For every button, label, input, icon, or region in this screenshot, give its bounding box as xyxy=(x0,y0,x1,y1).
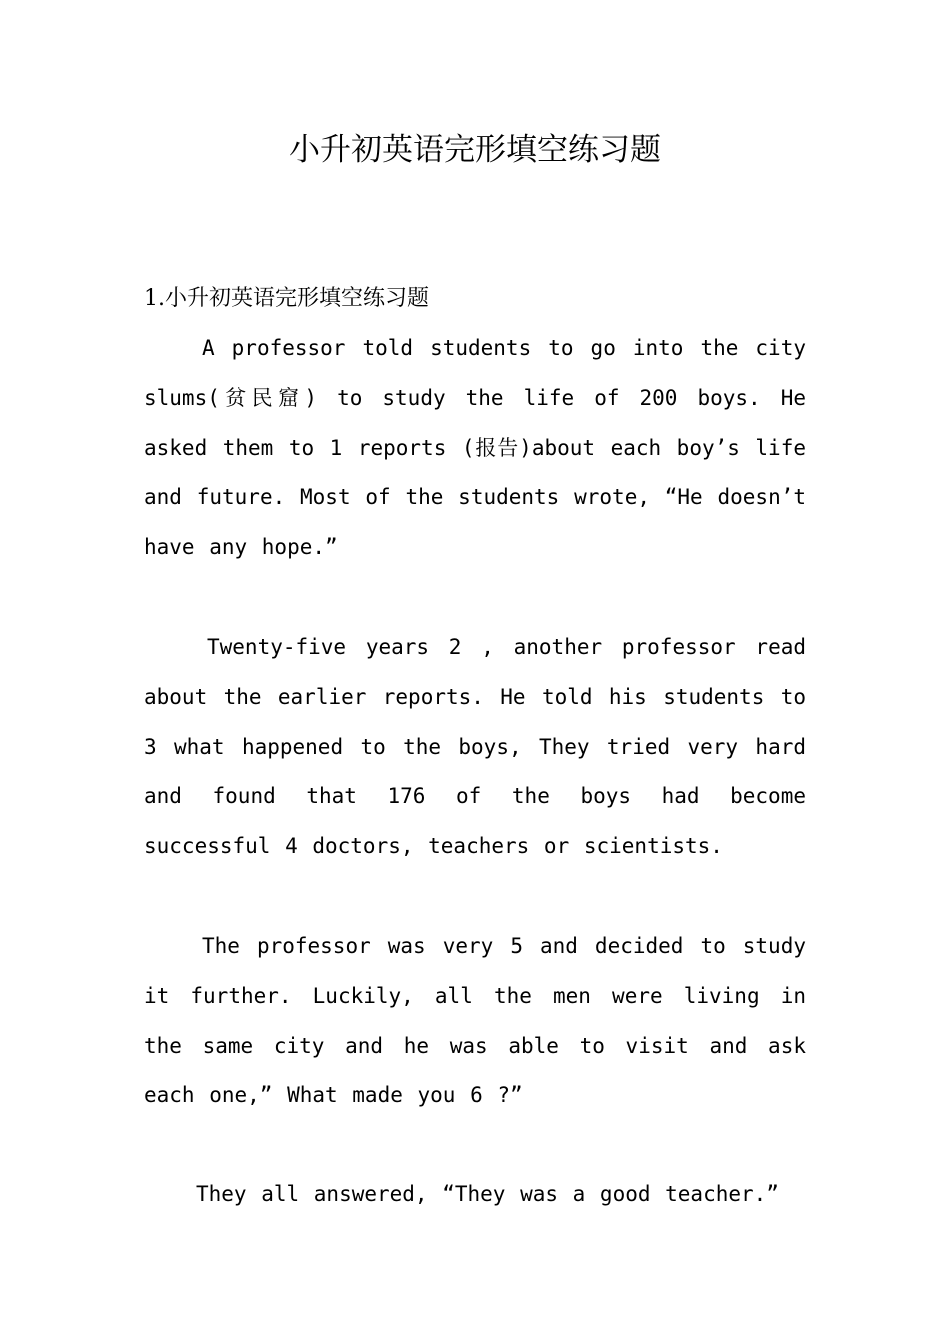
paragraph-2: Twenty-five years 2 , another professor read about the earlier reports. He told his students to 3 what happened to the boys, They tried very hard and found that 176 of the boys had become successful 4 doctors, teachers or scientists. xyxy=(144,635,806,859)
paragraph-3: The professor was very 5 and decided to study it further. Luckily, all the men were living in the same city and he was able to visit and ask each one,” What made you 6 ?” xyxy=(144,934,806,1108)
document-title: 小升初英语完形填空练习题 xyxy=(289,132,661,168)
paragraph-4: They all answered, “They was a good teacher.” xyxy=(196,1182,779,1206)
paragraph-1: A professor told students to go into the city slums(贫民窟) to study the life of 200 boys. He asked them to 1 reports (报告)about each boy’s life and future. Most of the students wrote, “He doesn’t have any hope.” xyxy=(144,336,806,560)
section-heading: 1.小升初英语完形填空练习题 xyxy=(144,286,429,311)
